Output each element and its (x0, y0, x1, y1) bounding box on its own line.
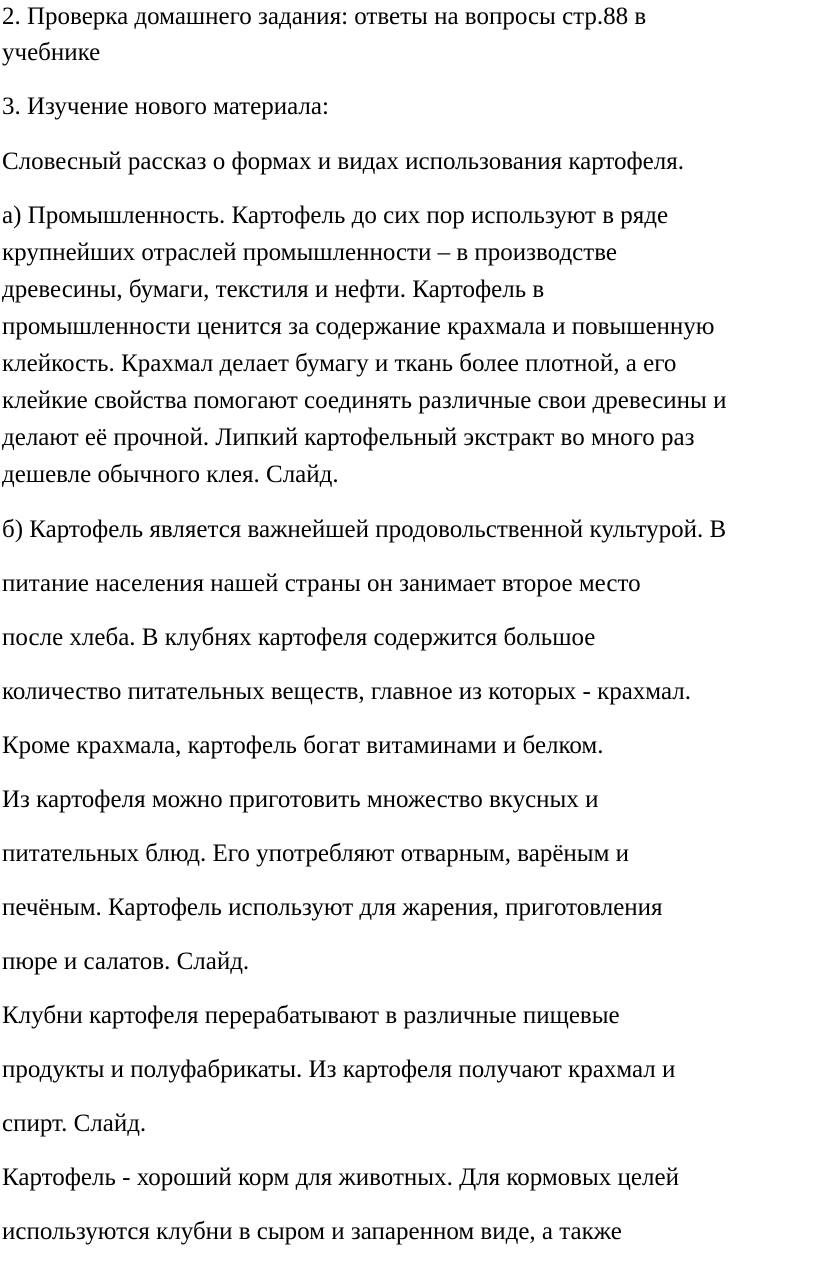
text-line: Кроме крахмала, картофель богат витаминами и белком. (2, 732, 604, 759)
text-line: печёным. Картофель используют для жарения, приготовления (2, 894, 663, 921)
text-line: клейкость. Крахмал делает бумагу и ткань более плотной, а его (2, 350, 677, 377)
text-line: делают её прочной. Липкий картофельный экстракт во много раз (2, 424, 695, 451)
text-line: б) Картофель является важнейшей продовольственной культурой. В (2, 516, 727, 543)
text-line: пюре и салатов. Слайд. (2, 948, 250, 975)
text-line: Словесный рассказ о формах и видах использования картофеля. (2, 148, 685, 175)
text-line: питательных блюд. Его употребляют отварным, варёным и (2, 840, 630, 867)
text-line: количество питательных веществ, главное из которых - крахмал. (2, 678, 692, 705)
text-line: продукты и полуфабрикаты. Из картофеля получают крахмал и (2, 1056, 676, 1083)
text-line: а) Промышленность. Картофель до сих пор используют в ряде (2, 202, 669, 229)
text-line: питание населения нашей страны он занимает второе место (2, 570, 641, 597)
text-line: Из картофеля можно приготовить множество вкусных и (2, 786, 599, 813)
text-line: Клубни картофеля перерабатывают в различные пищевые (2, 1002, 620, 1029)
text-line: древесины, бумаги, текстиля и нефти. Картофель в (2, 276, 545, 303)
text-line: крупнейших отраслей промышленности – в производстве (2, 239, 617, 266)
text-line: 2. Проверка домашнего задания: ответы на вопросы стр.88 в (2, 3, 647, 30)
text-line: используются клубни в сыром и запаренном виде, а также (2, 1218, 622, 1245)
text-line: промышленности ценится за содержание крахмала и повышенную (2, 313, 715, 340)
text-line: дешевле обычного клея. Слайд. (2, 461, 339, 488)
text-line: учебнике (2, 39, 101, 66)
text-line: клейкие свойства помогают соединять различные свои древесины и (2, 387, 727, 414)
text-line: 3. Изучение нового материала: (2, 93, 329, 120)
text-line: после хлеба. В клубнях картофеля содержится большое (2, 624, 596, 651)
text-line: Картофель - хороший корм для животных. Для кормовых целей (2, 1164, 679, 1191)
text-line: спирт. Слайд. (2, 1110, 147, 1137)
